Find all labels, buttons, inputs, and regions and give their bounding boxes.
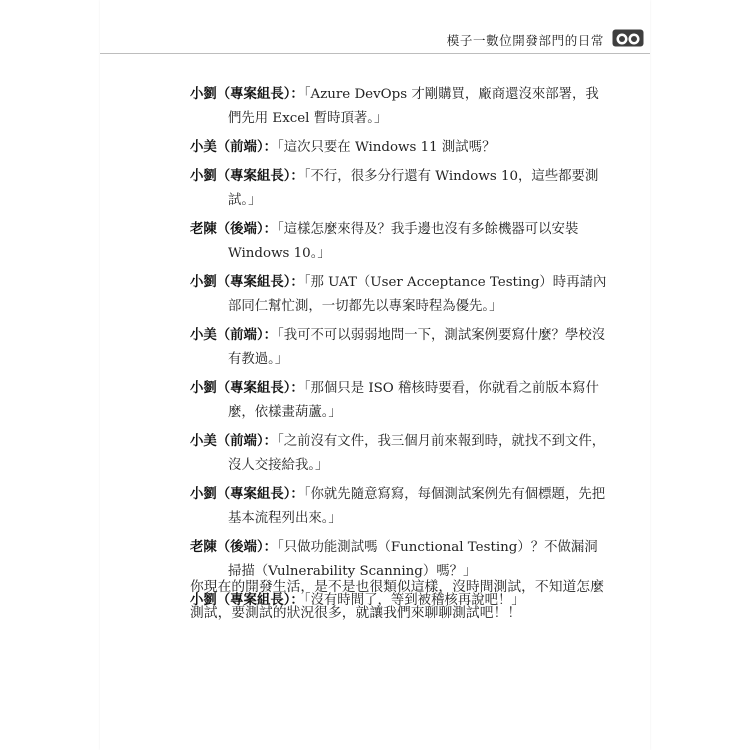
- dialogue-line: [190, 217, 610, 266]
- speaker-label: 小劉（專案組長）：: [190, 486, 304, 502]
- speaker-label: 小劉（專案組長）：: [190, 274, 304, 290]
- speaker-label: 小美（前端）：: [190, 327, 278, 343]
- speech-text: 「不行，很多分行還有 Windows 10，這些都要測試。」: [228, 169, 599, 208]
- running-header-title: 模子一數位開發部門的日常: [446, 33, 604, 48]
- speech-text: 「這次只要在 Windows 11 測試嗎？: [277, 140, 496, 155]
- speech-text: 「那 UAT（User Acceptance Testing）時再請內部同仁幫忙測，一切都先以專案時程為優先。」: [228, 275, 607, 314]
- speech-text: 「之前沒有文件，我三個月前來報到時，就找不到文件，沒人交接給我。」: [228, 434, 606, 473]
- dialogue-line: [190, 482, 610, 531]
- dialogue-line: [190, 82, 610, 131]
- header-divider: [100, 53, 650, 54]
- dialogue-line: [190, 429, 610, 478]
- speech-text: 「只做功能測試嗎（Functional Testing）？不做漏洞掃描（Vulnerability Scanning）嗎？」: [228, 540, 598, 579]
- dialogue-line: [190, 164, 610, 213]
- speaker-label: 小劉（專案組長）：: [190, 168, 304, 184]
- speech-text: 「沒有時間了，等到被稽核再說吧！」: [303, 593, 525, 608]
- speech-text: 「Azure DevOps 才剛購買，廠商還沒來部署，我們先用 Excel 暫時頂著。」: [228, 87, 599, 126]
- speech-text: 「那個只是 ISO 稽核時要看，你就看之前版本寫什麼，依樣畫葫蘆。」: [228, 381, 599, 420]
- dialogue-line: [190, 323, 610, 372]
- speaker-label: 小劉（專案組長）：: [190, 86, 304, 102]
- dialogue-section: [190, 82, 610, 617]
- book-icon: [612, 29, 644, 47]
- speaker-label: 小美（前端）：: [190, 433, 278, 449]
- closing-paragraph: 你現在的開發生活，是不是也很類似這樣，沒時間測試，不知道怎麼測試，要測試的狀況很多，就讓我們來聊聊測試吧！！: [190, 578, 604, 621]
- speech-text: 「我可不可以弱弱地問一下，測試案例要寫什麼？學校沒有教過。」: [228, 328, 606, 367]
- speaker-label: 老陳（後端）：: [190, 539, 278, 555]
- dialogue-line: [190, 270, 610, 319]
- speech-text: 「你就先隨意寫寫，每個測試案例先有個標題，先把基本流程列出來。」: [228, 487, 606, 526]
- speaker-label: 老陳（後端）：: [190, 221, 278, 237]
- page-header: [100, 25, 650, 55]
- speaker-label: 小劉（專案組長）：: [190, 592, 304, 608]
- speech-text: 「這樣怎麼來得及？我手邊也沒有多餘機器可以安裝 Windows 10。」: [228, 222, 579, 261]
- speaker-label: 小劉（專案組長）：: [190, 380, 304, 396]
- speaker-label: 小美（前端）：: [190, 139, 278, 155]
- dialogue-line: [190, 376, 610, 425]
- dialogue-line: [190, 135, 610, 160]
